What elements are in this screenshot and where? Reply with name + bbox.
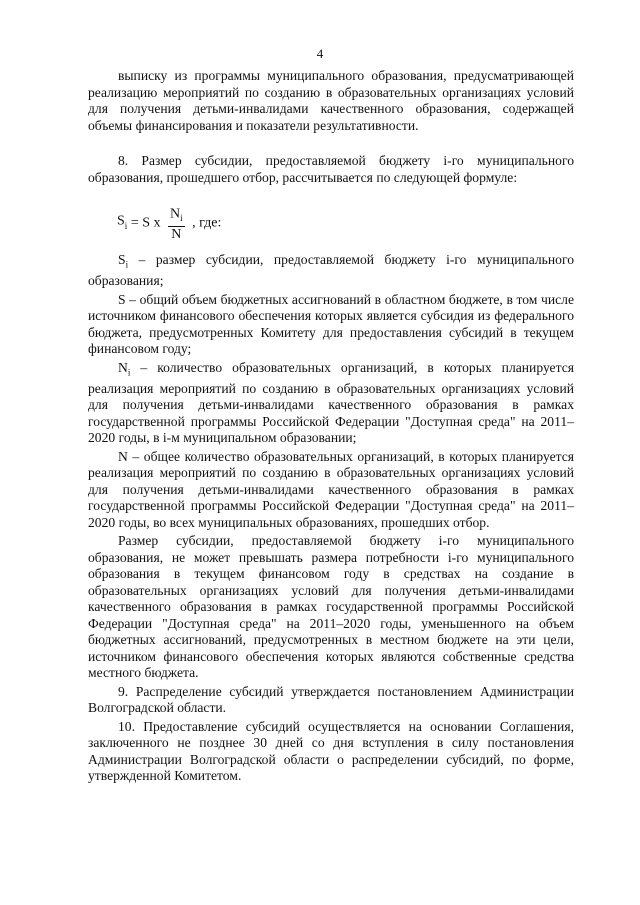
clause-9-paragraph: 9. Распределение субсидий утверждается постановлением Администрации Волгоградской области. [88,683,574,716]
formula-lhs: $S_i$ [117,213,128,231]
definition-si: $S_i$ – размер субсидии, предоставляемой бюджету i-го муниципального образования; [88,252,574,289]
subsidy-formula [117,206,221,246]
definition-n: N – общее количество образовательных организаций, в которых планируется реализация мероприятий по созданию в образовательных организациях условий для получения детьми-инвалидами качественного образования в рамках государственной программы Российской Федерации "Доступная среда" на 2011–2020 годы, во всех муниципальных образованиях, прошедших отбор. [88,448,574,530]
intro-paragraph: выписку из программы муниципального образования, предусматривающей реализацию мероприятий по созданию в образовательных организациях условий для получения детьми-инвалидами качественного образования, содержащей объемы финансирования и показатели результативности. [88,68,574,133]
clause-8-paragraph: 8. Размер субсидии, предоставляемой бюджету i-го муниципального образования, прошедшего отбор, рассчитывается по следующей формуле: [88,153,574,185]
formula-denominator: N [171,226,182,242]
clause-10-paragraph: 10. Предоставление субсидий осуществляется на основании Соглашения, заключенного не позднее 30 дней со дня вступления в силу постановления Администрации Волгоградской области о распределении субсидий, по форме, утвержденной Комитетом. [88,718,574,784]
formula-fraction [168,206,185,242]
definitions-block [88,252,574,785]
page-number: 4 [316,46,324,61]
clause-8-block [88,153,574,186]
definition-s: S – общий объем бюджетных ассигнований в областном бюджете, в том числе источником финансового обеспечения которых является субсидия из федерального бюджета, предусмотренных Комитету для предоставления субсидий в текущем финансовом году; [88,291,574,357]
definition-ni: $N_i$ – количество образовательных организаций, в которых планируется реализация мероприятий по созданию в образовательных организациях условий для получения детьми-инвалидами качественного образования в рамках государственной программы Российской Федерации "Доступная среда" на 2011–2020 годы, в i-м муниципальном образовании; [88,359,574,446]
formula-eq: = S x [130,215,161,231]
formula-tail: , где: [192,215,222,231]
intro-paragraph-block [88,68,574,134]
formula-numerator: $N_i$ [168,206,185,227]
subsidy-limit-paragraph: Размер субсидии, предоставляемой бюджету i-го муниципального образования, не может превышать размера потребности i-го муниципального образования в текущем финансовом году в средствах на создание в образовательных организациях условий для получения детьми-инвалидами качественного образования в рамках государственной программы Российской Федерации "Доступная среда" на 2011–2020 годы, уменьшенного на объем бюджетных ассигнований, предусмотренных в местном бюджете на эти цели, источником финансового обеспечения которых являются собственные средства местного бюджета. [88,533,574,681]
